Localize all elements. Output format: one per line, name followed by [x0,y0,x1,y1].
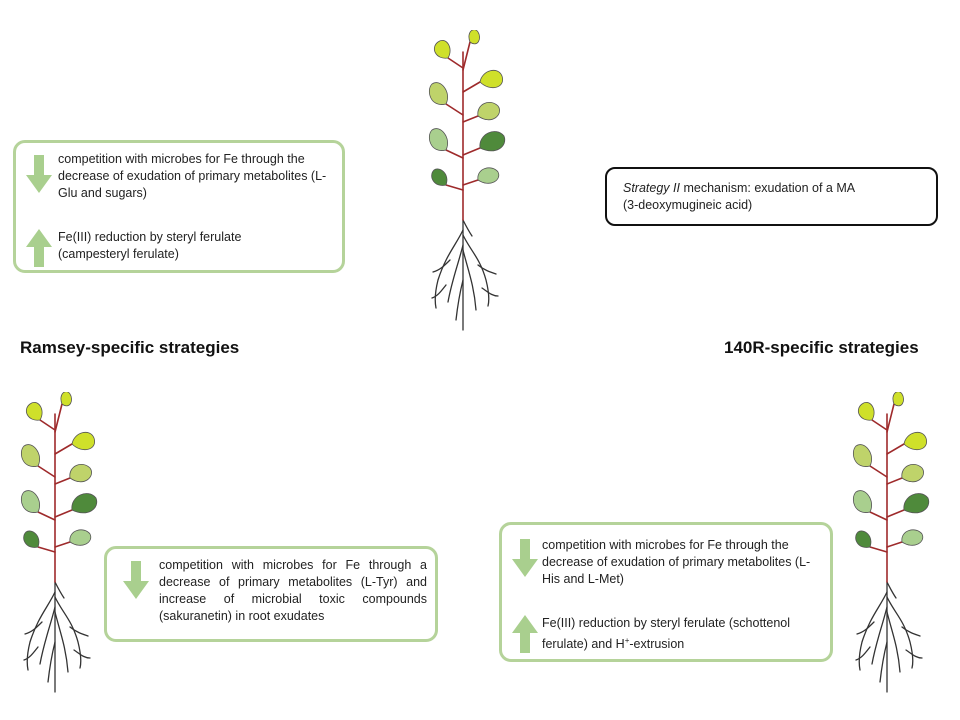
plant-illustration-top [408,30,518,340]
superscript-plus: + [624,636,630,645]
140r-strategies-box [499,522,833,662]
plant-illustration-140r [832,392,942,702]
ramsey-heading: Ramsey-specific strategies [20,338,240,357]
box-entry-text [623,180,928,214]
box-entry-text: Fe(III) reduction by steryl ferulate (campesteryl ferulate) [58,230,242,261]
arrow-down-icon [26,155,52,193]
strategy-ii-compound: (3-deoxymugineic acid) [623,198,753,212]
plant-illustration-ramsey [0,392,110,702]
strategy-ii-box [605,167,938,226]
140r-heading: 140R-specific strategies [724,338,919,357]
box-entry-text: competition with microbes for Fe through the decrease of exudation of primary metabolites (L-Glu and sugars) [58,152,327,200]
arrow-down-icon [512,539,538,577]
arrow-up-icon [512,615,538,653]
entry-text-part: Fe(III) reduction by steryl ferulate (schottenol ferulate) and H [542,616,791,652]
shared-strategies-box [13,140,345,273]
ramsey-strategies-box [104,546,438,642]
arrow-up-icon [26,229,52,267]
box-entry-text: competition with microbes for Fe through the decrease of exudation of primary metabolites (L-His and L-Met) [542,538,811,586]
entry-text-part: -extrusion [629,637,685,652]
strategy-ii-label: Strategy II [623,181,680,195]
strategy-ii-description: mechanism: exudation of a MA [679,181,856,195]
box-entry-text: competition with microbes for Fe through a decrease of primary metabolites (L-Tyr) and increase of microbial toxic compounds (sakuranetin) in root exudates [159,558,427,623]
box-entry-text [542,615,824,653]
arrow-down-icon [123,561,149,599]
